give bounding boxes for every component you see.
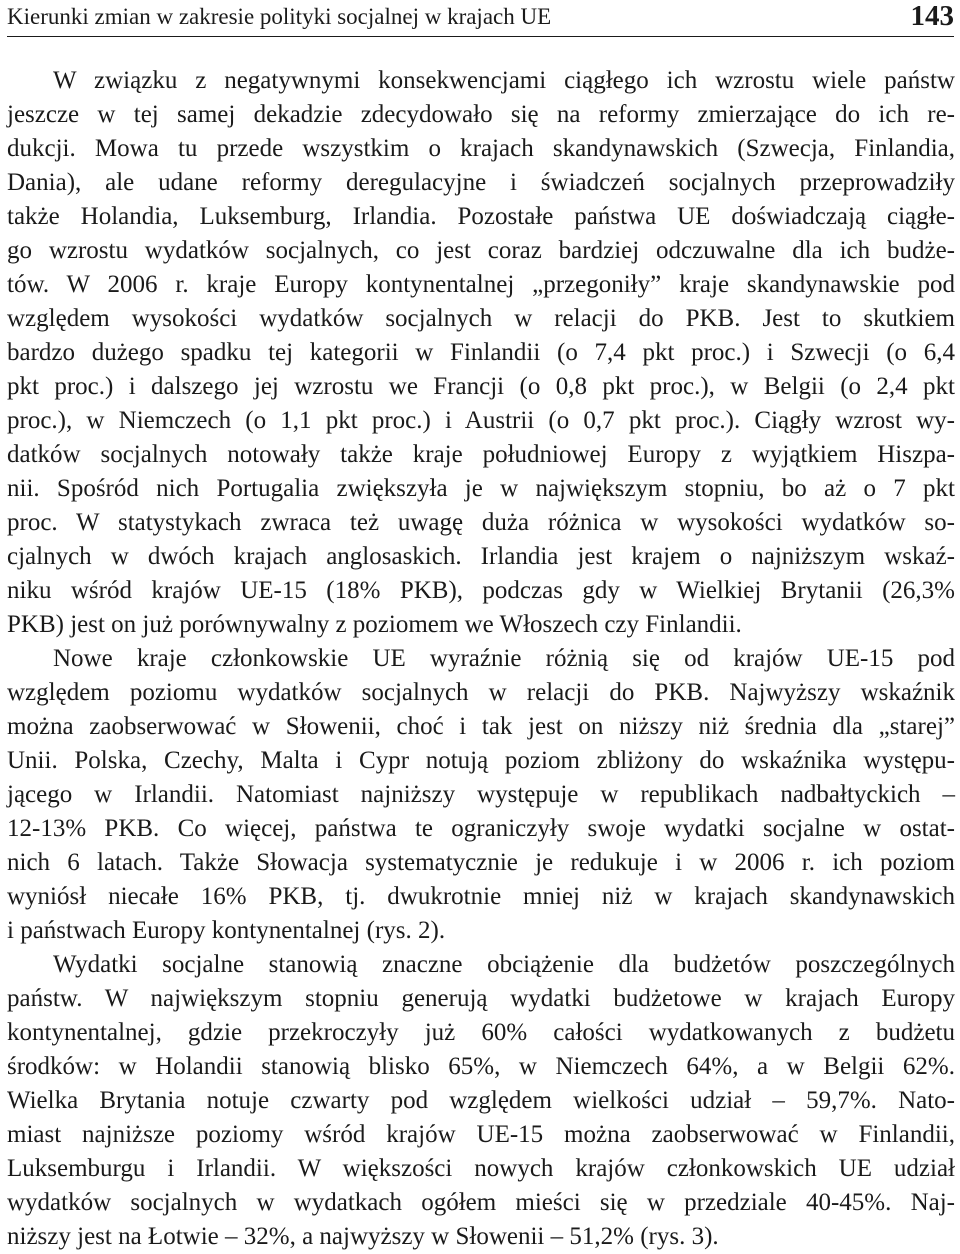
text-line: państw. W największym stopniu generują wydatki budżetowe w krajach Europy xyxy=(7,985,955,1012)
text-line: Unii. Polska, Czechy, Malta i Cypr notują poziom zbliżony do wskaźnika występu- xyxy=(7,747,955,774)
text-line: względem poziomu wydatków socjalnych w relacji do PKB. Najwyższy wskaźnik xyxy=(7,679,955,706)
text-line: W związku z negatywnymi konsekwencjami ciągłego ich wzrostu wiele państw xyxy=(53,67,955,94)
body-text xyxy=(7,64,955,1254)
text-line: środków: w Holandii stanowią blisko 65%, w Niemczech 64%, a w Belgii 62%. xyxy=(7,1053,955,1080)
text-line: nii. Spośród nich Portugalia zwiększyła je w największym stopniu, bo aż o 7 pkt xyxy=(7,475,955,502)
text-line: Wielka Brytania notuje czwarty pod względem wielkości udział – 59,7%. Nato- xyxy=(7,1087,955,1114)
text-line: go wzrostu wydatków socjalnych, co jest coraz bardziej odczuwalne dla ich budże- xyxy=(7,237,955,264)
text-line: PKB) jest on już porównywalny z poziomem we Włoszech czy Finlandii. xyxy=(7,611,742,638)
text-line: Luksemburgu i Irlandii. W większości nowych krajów członkowskich UE udział xyxy=(7,1155,955,1182)
paragraph-3 xyxy=(7,948,955,1254)
text-line: proc. W statystykach zwraca też uwagę duża różnica w wysokości wydatków so- xyxy=(7,509,955,536)
text-line: niku wśród krajów UE-15 (18% PKB), podczas gdy w Wielkiej Brytanii (26,3% xyxy=(7,577,955,604)
text-line: Dania), ale udane reformy deregulacyjne i świadczeń socjalnych przeprowadziły xyxy=(7,169,955,196)
text-line: można zaobserwować w Słowenii, choć i tak jest on niższy niż średnia dla „starej” xyxy=(7,713,955,740)
text-line: proc.), w Niemczech (o 1,1 pkt proc.) i Austrii (o 0,7 pkt proc.). Ciągły wzrost wy- xyxy=(7,407,955,434)
page-number: 143 xyxy=(910,0,954,32)
text-line: i państwach Europy kontynentalnej (rys. 2). xyxy=(7,917,446,944)
text-line: wydatków socjalnych w wydatkach ogółem mieści się w przedziale 40-45%. Naj- xyxy=(7,1189,955,1216)
text-line: cjalnych w dwóch krajach anglosaskich. Irlandia jest krajem o najniższym wskaź- xyxy=(7,543,955,570)
text-line: Nowe kraje członkowskie UE wyraźnie różnią się od krajów UE-15 pod xyxy=(53,645,955,672)
text-line: 12-13% PKB. Co więcej, państwa te ograniczyły swoje wydatki socjalne w ostat- xyxy=(7,815,955,842)
paragraph-2 xyxy=(7,642,955,948)
text-line: miast najniższe poziomy wśród krajów UE-15 można zaobserwować w Finlandii, xyxy=(7,1121,955,1148)
text-line: jeszcze w tej samej dekadzie zdecydowało się na reformy zmierzające do ich re- xyxy=(7,101,955,128)
text-line: pkt proc.) i dalszego jej wzrostu we Francji (o 0,8 pkt proc.), w Belgii (o 2,4 pkt xyxy=(7,373,955,400)
running-header xyxy=(7,0,954,37)
text-line: datków socjalnych notowały także kraje południowej Europy z wyjątkiem Hiszpa- xyxy=(7,441,955,468)
text-line: jącego w Irlandii. Natomiast najniższy występuje w republikach nadbałtyckich – xyxy=(7,781,955,808)
text-line: bardzo dużego spadku tej kategorii w Finlandii (o 7,4 pkt proc.) i Szwecji (o 6,4 xyxy=(7,339,955,366)
text-line: Wydatki socjalne stanowią znaczne obciążenie dla budżetów poszczególnych xyxy=(53,951,955,978)
text-line: także Holandia, Luksemburg, Irlandia. Pozostałe państwa UE doświadczają ciągłe- xyxy=(7,203,955,230)
text-line: niższy jest na Łotwie – 32%, a najwyższy w Słowenii – 51,2% (rys. 3). xyxy=(7,1223,719,1250)
text-line: wyniósł niecałe 16% PKB, tj. dwukrotnie mniej niż w krajach skandynawskich xyxy=(7,883,955,910)
text-line: dukcji. Mowa tu przede wszystkim o krajach skandynawskich (Szwecja, Finlandia, xyxy=(7,135,955,162)
text-line: kontynentalnej, gdzie przekroczyły już 60% całości wydatkowanych z budżetu xyxy=(7,1019,955,1046)
running-title: Kierunki zmian w zakresie polityki socjalnej w krajach UE xyxy=(7,4,552,29)
text-line: nich 6 latach. Także Słowacja systematycznie je redukuje i w 2006 r. ich poziom xyxy=(7,849,955,876)
text-line: tów. W 2006 r. kraje Europy kontynentalnej „przegoniły” kraje skandynawskie pod xyxy=(7,271,955,298)
text-line: względem wysokości wydatków socjalnych w relacji do PKB. Jest to skutkiem xyxy=(7,305,955,332)
paragraph-1 xyxy=(7,64,955,642)
